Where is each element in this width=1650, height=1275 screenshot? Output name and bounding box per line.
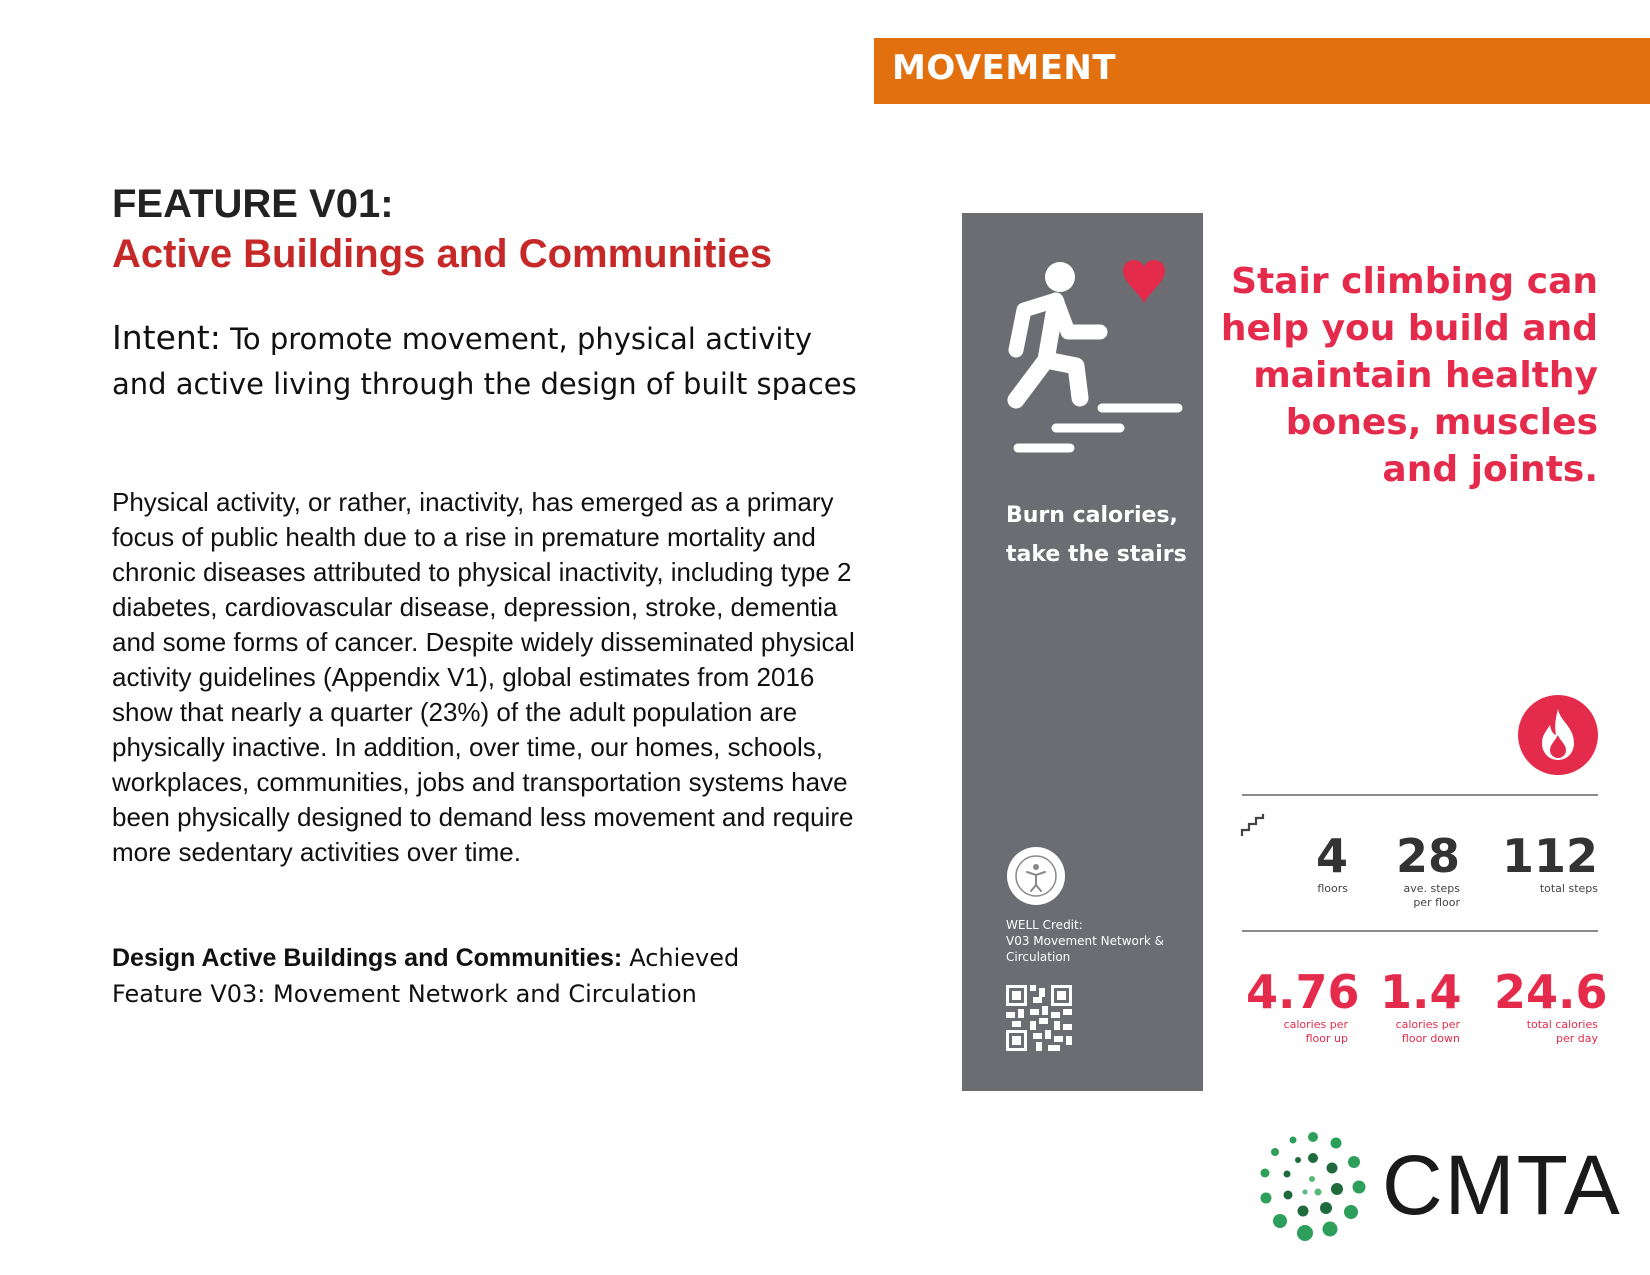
well-seal-icon [1007, 847, 1065, 905]
stat-caption: per floor [1413, 896, 1460, 909]
feature-name: Active Buildings and Communities [112, 232, 773, 276]
stat-caption: calories per [1395, 1018, 1460, 1031]
headline-line: and joints. [1382, 449, 1598, 490]
credit-line-2: V03 Movement Network & [1006, 934, 1164, 948]
stat-value: 24.6 [1494, 965, 1608, 1019]
qr-code [1006, 985, 1072, 1051]
credit-line-1: WELL Credit: [1006, 918, 1083, 932]
stat-steps-per-floor [1380, 830, 1460, 910]
design-note: Feature V03: Movement Network and Circulation [112, 980, 697, 1008]
intent-text: To promote movement, physical activity and active living through the design of built spaces [112, 322, 857, 401]
flame-icon [1518, 695, 1598, 775]
headline-line: help you build and [1220, 308, 1598, 349]
intent-paragraph [112, 315, 872, 407]
sign-tagline [1006, 496, 1187, 574]
heart-icon [1123, 260, 1165, 305]
poster-headline [1180, 258, 1598, 493]
stat-caption: per day [1555, 1032, 1598, 1045]
stat-calories-up [1246, 965, 1360, 1046]
steps-icon [1240, 812, 1268, 838]
tagline-line-2: take the stairs [1006, 542, 1187, 567]
stat-caption: floor up [1305, 1032, 1348, 1045]
stat-value: 4.76 [1246, 965, 1360, 1019]
stat-caption: floor down [1401, 1032, 1460, 1045]
stat-floors [1290, 830, 1348, 896]
stat-total-steps [1500, 830, 1598, 896]
body-paragraph: Physical activity, or rather, inactivity, has emerged as a primary focus of public health due to a rise in premature mortality and chronic diseases attributed to physical inactivity, including type 2 diabetes, cardiovascular disease, depression, stroke, dementia and some forms of cancer. Despite widely disseminated physical activity guidelines (Appendix V1), global estimates from 2016 show that nearly a quarter (23%) of the adult population are physically inactive. In addition, over time, our homes, schools, workplaces, communities, jobs and transportation systems have been physically designed to demand less movement and require more sedentary activities over time. [112, 487, 855, 867]
intent-label: Intent: [112, 318, 221, 357]
stat-calories-day [1494, 965, 1608, 1046]
feature-code: FEATURE V01: [112, 182, 394, 226]
stat-caption: ave. steps [1403, 882, 1460, 895]
cmta-logo-mark [1258, 1132, 1368, 1242]
well-credit [1006, 917, 1196, 965]
stat-value: 28 [1395, 829, 1460, 883]
design-achievement [112, 940, 892, 1012]
section-title: MOVEMENT [892, 48, 1117, 88]
cmta-logo-text: CMTA [1382, 1138, 1622, 1232]
stat-caption: total calories [1526, 1018, 1598, 1031]
stat-caption: floors [1317, 882, 1348, 895]
stat-value: 4 [1315, 829, 1348, 883]
stat-value: 1.4 [1380, 965, 1462, 1019]
design-status: Achieved [629, 944, 740, 972]
stat-caption: total steps [1539, 882, 1598, 895]
stat-calories-down [1380, 966, 1460, 1046]
design-label: Design Active Buildings and Communities: [112, 944, 623, 972]
headline-line: Stair climbing can [1231, 261, 1598, 302]
stair-climber-icon [996, 258, 1192, 458]
stat-value: 112 [1501, 829, 1598, 883]
headline-line: maintain healthy [1253, 355, 1598, 396]
tagline-line-1: Burn calories, [1006, 503, 1178, 528]
headline-line: bones, muscles [1285, 402, 1598, 443]
divider-middle [1242, 930, 1598, 932]
credit-line-3: Circulation [1006, 950, 1071, 964]
divider-top [1242, 794, 1598, 796]
stat-caption: calories per [1283, 1018, 1348, 1031]
